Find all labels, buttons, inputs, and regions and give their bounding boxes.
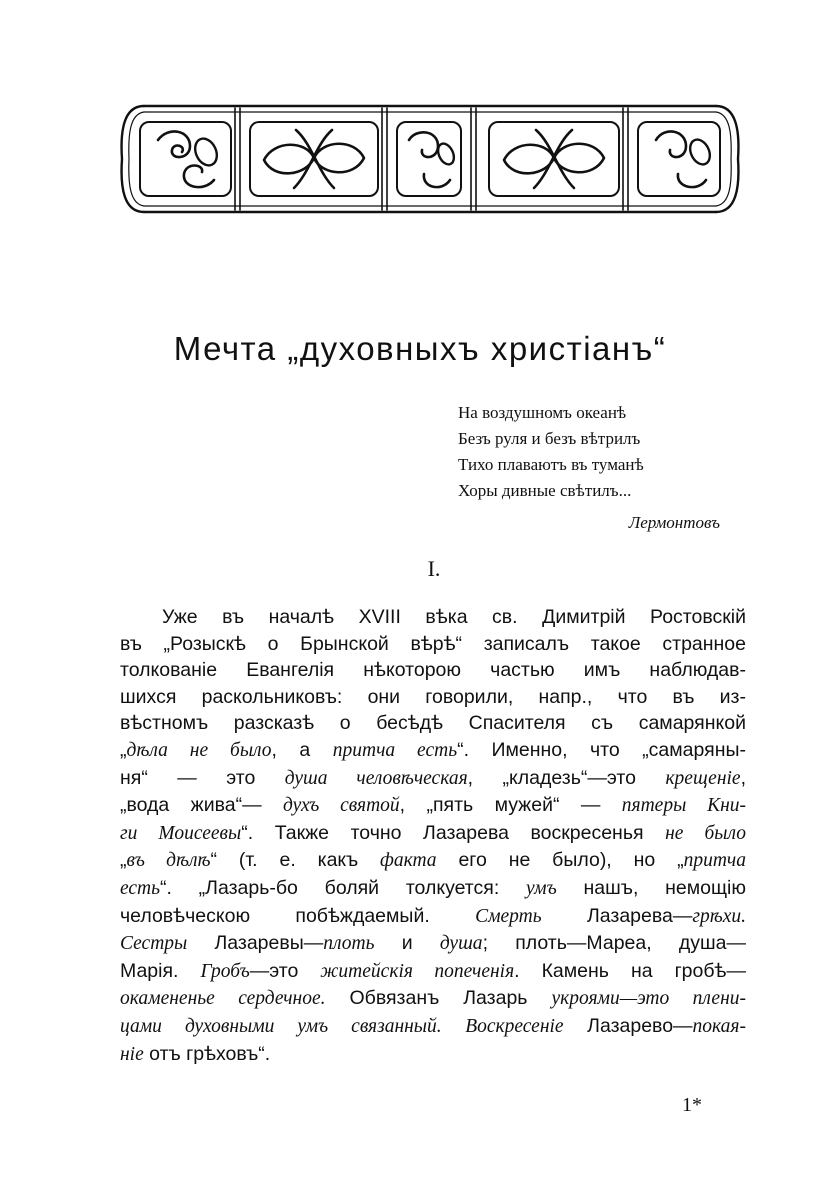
text-run: отъ грѣховъ“. [143,1042,271,1065]
text-line [120,710,746,737]
text-line [120,847,746,875]
italic-run: ги Моисеевы [120,822,242,844]
italic-run: душа человѣческая [284,767,468,789]
text-run: , [740,766,746,789]
italic-run: житейскія попеченія [320,960,515,982]
italic-run: Сестры [120,933,188,955]
text-run: Марія. [120,959,201,982]
italic-run: Воскресеніе [465,1015,564,1037]
text-line [120,765,746,793]
italic-run: дѣла не было [126,739,272,761]
text-run: Лазаревы— [187,932,324,955]
text-run: “. Также точно Лазарева воскресенья [241,821,666,844]
text-run: „вода жива“— [120,794,283,817]
text-run: . Камень на гробѣ— [514,959,746,982]
text-run: и [374,932,440,955]
text-run: „ [120,738,127,761]
epigraph-line: На воздушномъ океанѣ [458,403,627,422]
text-line [120,792,746,820]
text-run: вѣстномъ разсказѣ о бесѣдѣ Спасителя съ самарянкой [120,712,746,735]
text-run [442,1015,466,1037]
decorative-header-ornament [116,100,744,218]
italic-run: факта [380,850,437,872]
text-run: Обвязанъ Лазарь [325,987,552,1010]
epigraph [458,400,758,536]
text-run: его не было), но „ [436,849,684,872]
italic-run: укроями—это плени- [551,988,746,1010]
text-run: нашъ, немощію [556,876,746,899]
text-run: ня“ — это [120,766,285,789]
text-line [120,1041,746,1069]
italic-run: душа [439,933,483,955]
italic-run: Гробъ [200,960,250,982]
epigraph-line: Безъ руля и безъ вѣтрилъ [458,429,641,448]
text-run: “. „Лазарь-бо боляй толкуется: [160,876,526,899]
text-line [120,631,746,658]
text-run: Лазарево— [563,1014,693,1037]
italic-run: пятеры Кни- [621,795,746,817]
italic-run: покая- [692,1015,746,1037]
text-run: въ „Розыскѣ о Брынской вѣрѣ“ записалъ такое странное [120,632,746,655]
italic-run: цами духовными умъ связанный. [120,1015,442,1037]
italic-run: есть [120,877,161,899]
text-run: „ [120,849,127,872]
italic-run: въ дѣлѣ [126,850,211,872]
chapter-number: I. [427,556,441,581]
text-line [120,958,746,986]
italic-run: Смерть [475,905,542,927]
article-title: Мечта „духовныхъ христіанъ“ [173,330,667,367]
text-line [120,657,746,684]
text-run: Лазарева— [541,904,693,927]
text-run: , „кладезь“—это [467,766,666,789]
italic-run: ніе [120,1043,144,1065]
text-run: ; плоть—Мареа, душа— [482,932,746,955]
text-line [120,604,746,631]
text-line [120,985,746,1013]
italic-run: притча [683,850,746,872]
text-run: толкованіе Евангелія нѣкоторою частью имъ наблюдав- [120,659,746,682]
italic-run: крещеніе [665,767,741,789]
text-line [120,1013,746,1041]
body-paragraph [120,604,746,1068]
epigraph-line: Хоры дивные свѣтилъ... [458,481,632,500]
italic-run: грѣхи. [692,905,746,927]
italic-run: духъ святой [283,795,400,817]
text-run: , а [271,738,333,761]
text-line [120,684,746,711]
italic-run: окамененье сердечное. [120,988,326,1010]
epigraph-author: Лермонтовъ [628,513,720,532]
text-line [120,930,746,958]
text-run: , „пять мужей“ — [399,794,622,817]
text-run: “. Именно, что „самаряны- [457,738,746,761]
italic-run: умъ [526,877,557,899]
italic-run: плоть [323,933,375,955]
text-run: шихся раскольниковъ: они говорили, напр., что въ из- [120,685,746,708]
italic-run: притча есть [332,739,458,761]
text-line [120,820,746,848]
text-line [120,903,746,931]
text-line [120,737,746,765]
text-run: человѣческою побѣждаемый. [120,904,476,927]
epigraph-line: Тихо плаваютъ въ туманѣ [458,455,644,474]
text-run: Уже въ началѣ XVIII вѣка св. Димитрій Ростовскій [162,606,746,628]
text-run: —это [249,959,321,982]
page-number: 1* [682,1094,702,1116]
text-run: “ (т. е. какъ [210,849,381,872]
italic-run: не было [665,822,746,844]
text-line [120,875,746,903]
